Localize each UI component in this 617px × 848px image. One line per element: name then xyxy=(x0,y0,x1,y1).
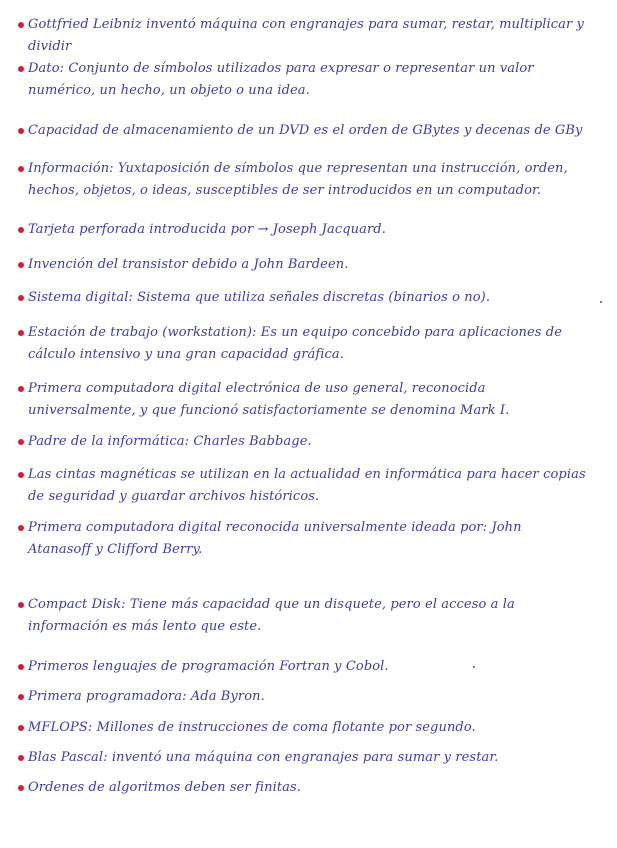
note-text: Primeros lenguajes de programación Fortran y Cobol. xyxy=(28,659,389,674)
note-item xyxy=(28,219,613,241)
note-item xyxy=(28,14,613,58)
note-item xyxy=(28,158,588,202)
note-text: Las cintas magnéticas se utilizan en la actualidad en informática para hacer copias de seguridad y guardar archivos históricos. xyxy=(28,467,586,504)
note-text: Invención del transistor debido a John Bardeen. xyxy=(28,257,349,272)
bullet-icon xyxy=(18,664,24,670)
note-item xyxy=(28,686,613,708)
bullet-icon xyxy=(18,22,24,28)
bullet-icon xyxy=(18,386,24,392)
bullet-icon xyxy=(18,785,24,791)
note-item xyxy=(28,517,568,561)
bullet-icon xyxy=(18,439,24,445)
note-text: Información: Yuxtaposición de símbolos que representan una instrucción, orden, hechos, objetos, o ideas, susceptibles de ser introducidos en un computador. xyxy=(28,161,568,198)
note-text: Capacidad de almacenamiento de un DVD es el orden de GBytes y decenas de GBy xyxy=(28,123,583,138)
note-item xyxy=(28,656,613,678)
note-text: Gottfried Leibniz inventó máquina con engranajes para sumar, restar, multiplicar y dividir xyxy=(28,17,584,54)
note-text: Padre de la informática: Charles Babbage. xyxy=(28,434,312,449)
bullet-icon xyxy=(18,694,24,700)
note-text: Dato: Conjunto de símbolos utilizados para expresar o representar un valor numérico, un hecho, un objeto o una idea. xyxy=(28,61,534,98)
note-item xyxy=(28,717,613,739)
bullet-icon xyxy=(18,472,24,478)
bullet-icon xyxy=(18,128,24,134)
note-text: Tarjeta perforada introducida por → Joseph Jacquard. xyxy=(28,222,386,237)
note-text: MFLOPS: Millones de instrucciones de coma flotante por segundo. xyxy=(28,720,476,735)
note-item xyxy=(28,747,613,769)
ink-speck xyxy=(473,666,475,668)
note-item xyxy=(28,254,613,276)
note-text: Estación de trabajo (workstation): Es un equipo concebido para aplicaciones de cálculo intensivo y una gran capacidad gráfica. xyxy=(28,325,562,362)
ink-speck xyxy=(600,301,602,303)
bullet-icon xyxy=(18,755,24,761)
bullet-icon xyxy=(18,295,24,301)
note-text: Primera computadora digital reconocida universalmente ideada por: John Atanasoff y Clifford Berry. xyxy=(28,520,522,557)
note-item xyxy=(28,58,568,102)
note-item xyxy=(28,322,588,366)
bullet-icon xyxy=(18,166,24,172)
note-item xyxy=(28,464,588,508)
bullet-icon xyxy=(18,262,24,268)
note-text: Ordenes de algoritmos deben ser finitas. xyxy=(28,780,302,795)
note-item xyxy=(28,594,588,638)
bullet-icon xyxy=(18,602,24,608)
note-text: Blas Pascal: inventó una máquina con engranajes para sumar y restar. xyxy=(28,750,499,765)
note-item xyxy=(28,287,613,309)
bullet-icon xyxy=(18,66,24,72)
bullet-icon xyxy=(18,725,24,731)
bullet-icon xyxy=(18,227,24,233)
bullet-icon xyxy=(18,330,24,336)
note-text: Compact Disk: Tiene más capacidad que un disquete, pero el acceso a la información es más lento que este. xyxy=(28,597,515,634)
note-text: Primera programadora: Ada Byron. xyxy=(28,689,265,704)
note-item xyxy=(28,777,613,799)
note-text: Primera computadora digital electrónica de uso general, reconocida universalmente, y que funcionó satisfactoriamente se denomina Mark I. xyxy=(28,381,510,418)
note-item xyxy=(28,431,613,453)
bullet-icon xyxy=(18,525,24,531)
note-item xyxy=(28,120,613,142)
note-text: Sistema digital: Sistema que utiliza señales discretas (binarios o no). xyxy=(28,290,491,305)
note-item xyxy=(28,378,588,422)
